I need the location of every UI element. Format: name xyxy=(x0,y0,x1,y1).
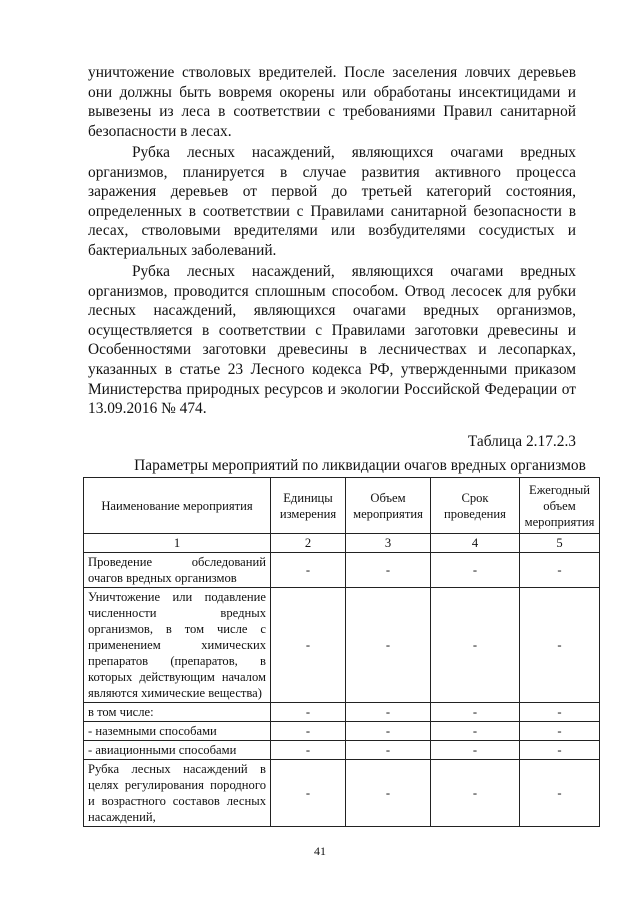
paragraph-2: Рубка лесных насаждений, являющихся очагами вредных организмов, планируется в случае развития активного процесса заражения деревьев от первой до третьей категорий состояния, определенных в соответствии с Правилами санитарной безопасности в лесах, стволовыми вредителями или возбудителями сосудистых и бактериальных заболеваний. xyxy=(88,144,576,259)
cell-value: - xyxy=(346,588,431,703)
cell-value: - xyxy=(271,703,346,722)
cell-value: - xyxy=(431,760,520,827)
table-number: Таблица 2.17.2.3 xyxy=(467,433,576,450)
cell-value: - xyxy=(520,741,600,760)
column-number: 5 xyxy=(520,534,600,553)
row-name: Рубка лесных насаждений в целях регулирования породного и возрастного составов лесных насаждений, xyxy=(84,760,271,827)
cell-value: - xyxy=(346,760,431,827)
header-annual-volume: Ежегодный объем мероприятия xyxy=(520,478,600,534)
column-number-row xyxy=(84,534,600,553)
table-row xyxy=(84,722,600,741)
column-number: 4 xyxy=(431,534,520,553)
cell-value: - xyxy=(520,760,600,827)
page-number: 41 xyxy=(314,844,326,858)
table-row xyxy=(84,741,600,760)
cell-value: - xyxy=(346,722,431,741)
cell-value: - xyxy=(520,588,600,703)
row-name: Проведение обследований очагов вредных организмов xyxy=(84,553,271,588)
table-header-row xyxy=(84,478,600,534)
row-name: Уничтожение или подавление численности вредных организмов, в том числе с применением химических препаратов (препаратов, в которых действующим началом являются химические вещества) xyxy=(84,588,271,703)
cell-value: - xyxy=(271,553,346,588)
cell-value: - xyxy=(346,741,431,760)
row-name: - наземными способами xyxy=(84,722,271,741)
header-volume: Объем мероприятия xyxy=(346,478,431,534)
cell-value: - xyxy=(520,703,600,722)
cell-value: - xyxy=(431,722,520,741)
row-name: в том числе: xyxy=(84,703,271,722)
cell-value: - xyxy=(431,703,520,722)
cell-value: - xyxy=(520,722,600,741)
header-name: Наименование мероприятия xyxy=(84,478,271,534)
header-units: Единицы измерения xyxy=(271,478,346,534)
cell-value: - xyxy=(346,703,431,722)
cell-value: - xyxy=(431,741,520,760)
paragraph-3: Рубка лесных насаждений, являющихся очагами вредных организмов, проводится сплошным способом. Отвод лесосек для рубки лесных насаждений, являющихся очагами вредных организмов, осуществляется в соответствии с Правилами заготовки древесины и Особенностями заготовки древесины в лесничествах и лесопарках, указанных в статье 23 Лесного кодекса РФ, утвержденными приказом Министерства природных ресурсов и экологии Российской Федерации от 13.09.2016 № 474. xyxy=(88,263,576,418)
page-bottom-margin xyxy=(80,853,610,905)
cell-value: - xyxy=(431,588,520,703)
cell-value: - xyxy=(271,741,346,760)
cell-value: - xyxy=(271,722,346,741)
cell-value: - xyxy=(520,553,600,588)
paragraph-1: уничтожение стволовых вредителей. После заселения ловчих деревьев они должны быть вовремя окорены или обработаны инсектицидами и вывезены из леса в соответствии с требованиями Правил санитарной безопасности в лесах. xyxy=(88,64,576,140)
header-period: Срок проведения xyxy=(431,478,520,534)
measures-table xyxy=(83,477,600,827)
table-title: Параметры мероприятий по ликвидации очагов вредных организмов xyxy=(134,457,586,474)
row-name: - авиационными способами xyxy=(84,741,271,760)
column-number: 1 xyxy=(84,534,271,553)
cell-value: - xyxy=(431,553,520,588)
column-number: 3 xyxy=(346,534,431,553)
cell-value: - xyxy=(271,760,346,827)
table-row xyxy=(84,760,600,827)
column-number: 2 xyxy=(271,534,346,553)
table-row xyxy=(84,703,600,722)
table-row xyxy=(84,588,600,703)
cell-value: - xyxy=(271,588,346,703)
table-row xyxy=(84,553,600,588)
cell-value: - xyxy=(346,553,431,588)
